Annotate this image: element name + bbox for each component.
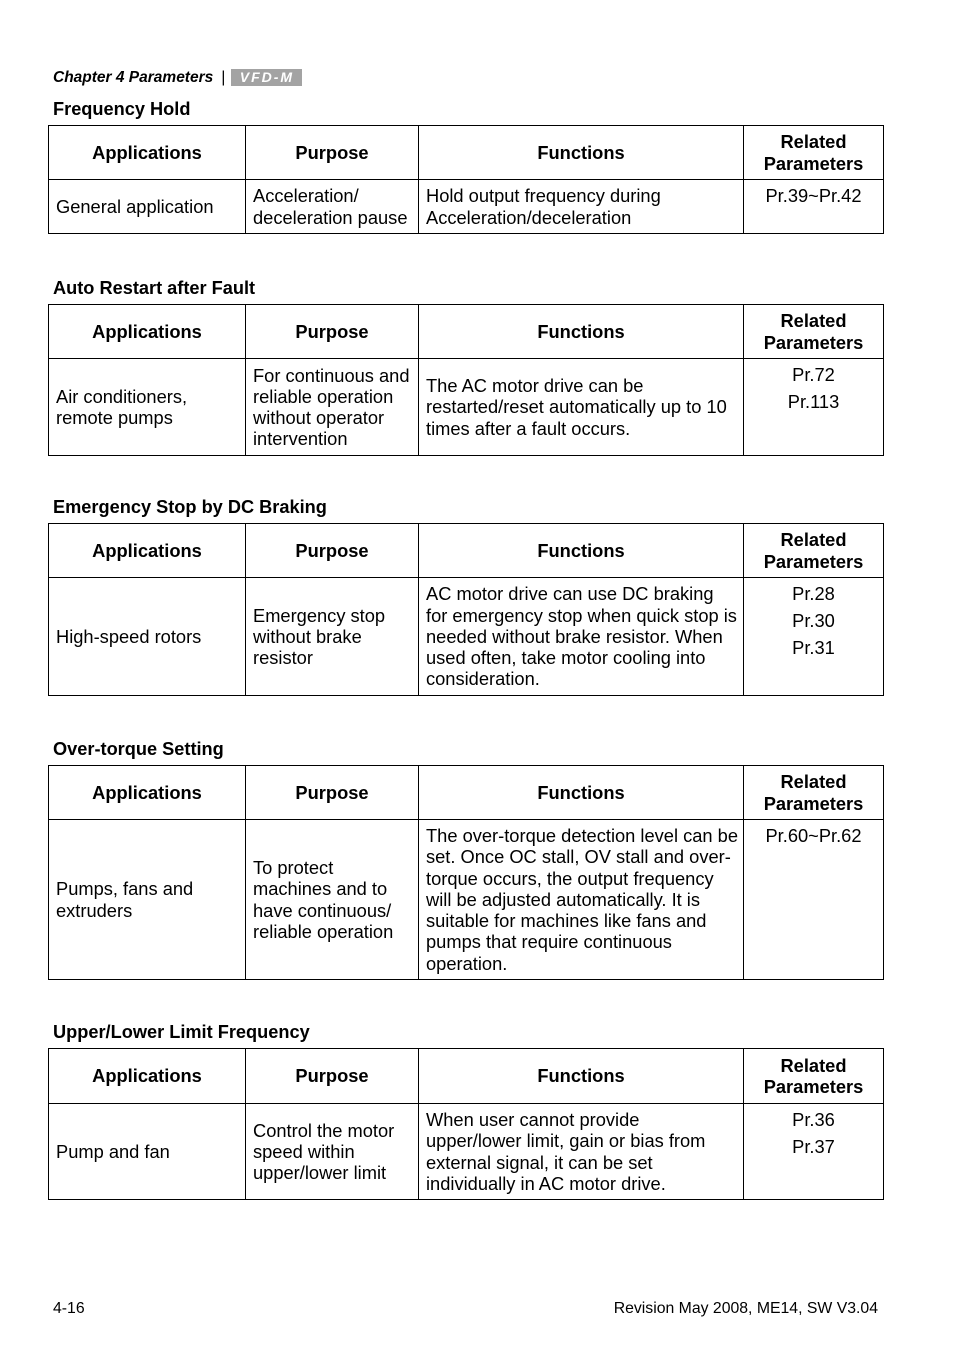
- cell-line: restarted/reset automatically up to 10: [426, 396, 727, 418]
- cell-line: set. Once OC stall, OV stall and over-: [426, 846, 731, 868]
- cell-line: operation.: [426, 952, 508, 974]
- header-separator: |: [221, 69, 226, 86]
- header-functions: Functions: [419, 305, 744, 359]
- header-applications: Applications: [49, 126, 246, 180]
- cell-line: intervention: [253, 428, 348, 450]
- table-row: [49, 359, 884, 456]
- cell-line: individually in AC motor drive.: [426, 1172, 666, 1194]
- header-applications: Applications: [49, 766, 246, 820]
- cell-functions: [419, 820, 744, 980]
- header-purpose: Purpose: [246, 1049, 419, 1104]
- section-auto-restart-after-fault: [48, 278, 884, 456]
- cell-line: High-speed rotors: [56, 625, 202, 647]
- header-functions: Functions: [419, 126, 744, 180]
- header-functions: Functions: [419, 766, 744, 820]
- cell-line: upper/lower limit, gain or bias from: [426, 1130, 706, 1152]
- cell-line: remote pumps: [56, 407, 173, 428]
- parameter-ref: Pr.113: [787, 390, 840, 412]
- header-applications: Applications: [49, 305, 246, 359]
- cell-line: For continuous and: [253, 364, 410, 386]
- section-title: Auto Restart after Fault: [53, 278, 256, 298]
- header-related-parameters: Related Parameters: [744, 1049, 884, 1104]
- cell-line: times after a fault occurs.: [426, 417, 631, 439]
- header-related-parameters: Related Parameters: [744, 766, 884, 820]
- header-related-parameters: Related Parameters: [744, 305, 884, 359]
- cell-line: without operator: [253, 407, 385, 428]
- cell-functions: [419, 578, 744, 696]
- section-title: Over-torque Setting: [53, 739, 224, 759]
- parameter-table: [48, 304, 884, 456]
- table-header-row: [49, 126, 884, 180]
- section-over-torque-setting: [48, 739, 884, 980]
- cell-applications: [49, 180, 246, 234]
- header-purpose: Purpose: [246, 126, 419, 180]
- parameter-ref: Pr.37: [792, 1135, 835, 1157]
- parameter-table: [48, 523, 884, 696]
- cell-line: extruders: [56, 899, 133, 921]
- cell-related-parameters: [744, 820, 884, 980]
- cell-line: needed without brake resistor. When: [426, 625, 723, 647]
- header-purpose: Purpose: [246, 524, 419, 578]
- table-header-row: [49, 524, 884, 578]
- section-upper-lower-limit-frequency: [48, 1022, 884, 1200]
- header-applications: Applications: [49, 1049, 246, 1104]
- product-logo: VFD-M: [231, 69, 302, 86]
- parameter-ref: Pr.39~Pr.42: [765, 185, 862, 206]
- cell-applications: [49, 820, 246, 980]
- table-row: [49, 1104, 884, 1200]
- section-emergency-stop-by-dc-braking: [48, 497, 884, 696]
- header-purpose: Purpose: [246, 305, 419, 359]
- revision-info: Revision May 2008, ME14, SW V3.04: [613, 1300, 878, 1317]
- section-frequency-hold: [48, 99, 884, 234]
- cell-line: AC motor drive can use DC braking: [426, 583, 714, 605]
- cell-line: The over-torque detection level can be: [426, 825, 738, 847]
- cell-line: To protect: [253, 857, 334, 879]
- cell-functions: [419, 1104, 744, 1200]
- table-row: [49, 578, 884, 696]
- header-functions: Functions: [419, 1049, 744, 1104]
- table-row: [49, 820, 884, 980]
- cell-applications: [49, 578, 246, 696]
- cell-related-parameters: [744, 1104, 884, 1200]
- section-title: Emergency Stop by DC Braking: [53, 497, 327, 517]
- cell-line: The AC motor drive can be: [426, 375, 644, 397]
- cell-purpose: [246, 180, 419, 234]
- cell-applications: [49, 359, 246, 456]
- cell-purpose: [246, 578, 419, 696]
- header-purpose: Purpose: [246, 766, 419, 820]
- cell-functions: [419, 359, 744, 456]
- cell-line: speed within: [253, 1140, 355, 1162]
- cell-line: for emergency stop when quick stop is: [426, 604, 737, 626]
- header-functions: Functions: [419, 524, 744, 578]
- cell-line: Acceleration/: [253, 185, 359, 207]
- cell-line: torque occurs, the output frequency: [426, 867, 714, 889]
- cell-line: pumps that require continuous: [426, 931, 672, 953]
- cell-line: machines and to: [253, 878, 388, 900]
- cell-line: Emergency stop: [253, 604, 386, 626]
- parameter-ref: Pr.72: [792, 364, 835, 385]
- parameter-table: [48, 765, 884, 980]
- cell-line: have continuous/: [253, 899, 392, 921]
- section-title: Frequency Hold: [53, 99, 191, 119]
- cell-line: without brake: [253, 625, 362, 647]
- cell-line: When user cannot provide: [426, 1109, 640, 1131]
- cell-line: Air conditioners,: [56, 385, 188, 407]
- cell-related-parameters: [744, 359, 884, 456]
- cell-line: Hold output frequency during: [426, 185, 661, 207]
- cell-line: used often, take motor cooling into: [426, 647, 706, 669]
- table-row: [49, 180, 884, 234]
- cell-functions: [419, 180, 744, 234]
- cell-purpose: [246, 820, 419, 980]
- header-related-parameters: Related Parameters: [744, 524, 884, 578]
- cell-related-parameters: [744, 578, 884, 696]
- cell-purpose: [246, 1104, 419, 1200]
- chapter-title: Chapter 4 Parameters: [53, 69, 214, 86]
- cell-line: consideration.: [426, 668, 540, 690]
- cell-line: suitable for machines like fans and: [426, 910, 707, 932]
- cell-line: General application: [56, 195, 214, 217]
- parameter-ref: Pr.36: [792, 1109, 835, 1130]
- cell-line: reliable operation: [253, 920, 394, 942]
- header-applications: Applications: [49, 524, 246, 578]
- cell-purpose: [246, 359, 419, 456]
- parameter-ref: Pr.60~Pr.62: [765, 825, 862, 846]
- table-header-row: [49, 766, 884, 820]
- cell-line: Pumps, fans and: [56, 878, 194, 900]
- cell-line: external signal, it can be set: [426, 1151, 653, 1173]
- cell-line: upper/lower limit: [253, 1162, 387, 1184]
- header-related-parameters: Related Parameters: [744, 126, 884, 180]
- parameter-table: [48, 125, 884, 234]
- cell-applications: [49, 1104, 246, 1200]
- cell-line: Control the motor: [253, 1119, 395, 1141]
- table-header-row: [49, 1049, 884, 1104]
- parameter-ref: Pr.31: [792, 636, 835, 658]
- cell-related-parameters: [744, 180, 884, 234]
- page-number: 4-16: [53, 1300, 85, 1317]
- parameter-table: [48, 1048, 884, 1200]
- parameter-ref: Pr.30: [792, 609, 835, 631]
- cell-line: deceleration pause: [253, 206, 408, 228]
- parameter-ref: Pr.28: [792, 583, 835, 604]
- cell-line: will be adjusted automatically. It is: [426, 888, 701, 910]
- cell-line: resistor: [253, 647, 313, 669]
- cell-line: Acceleration/deceleration: [426, 206, 632, 228]
- table-header-row: [49, 305, 884, 359]
- section-title: Upper/Lower Limit Frequency: [53, 1022, 310, 1042]
- page-header: [53, 68, 302, 87]
- cell-line: Pump and fan: [56, 1140, 170, 1162]
- cell-line: reliable operation: [253, 385, 394, 407]
